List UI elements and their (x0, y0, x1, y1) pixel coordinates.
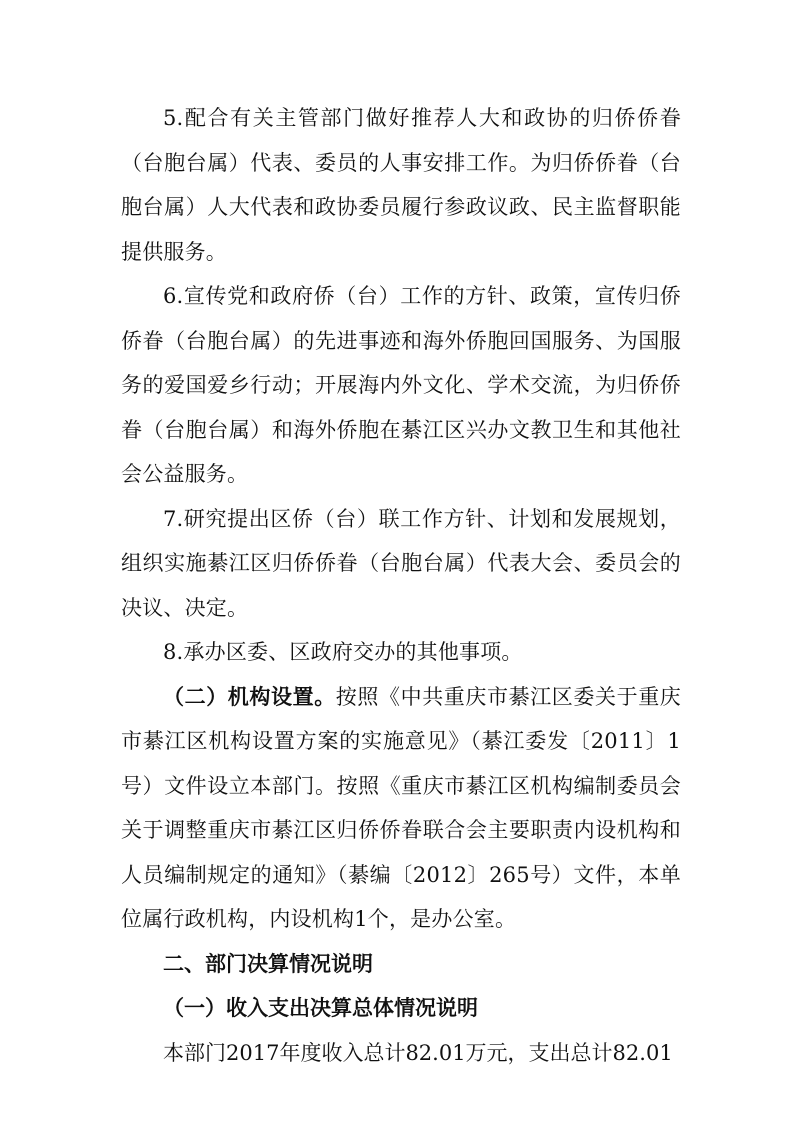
section-two-heading: 二、部门决算情况说明 (163, 951, 373, 976)
org-setup-text: 按照《中共重庆市綦江区委关于重庆市綦江区机构设置方案的实施意见》（綦江委发〔2011〕1号）文件设立本部门。按照《重庆市綦江区机构编制委员会关于调整重庆市綦江区归侨侨眷联合会主要职责内设机构和人员编制规定的通知》（綦编〔2012〕265号）文件，本单位属行政机构，内设机构1个，是办公室。 (121, 684, 681, 931)
duty-item-6: 6.宣传党和政府侨（台）工作的方针、政策，宣传归侨侨眷（台胞台属）的先进事迹和海外侨胞回国服务、为国服务的爱国爱乡行动；开展海内外文化、学术交流，为归侨侨眷（台胞台属）和海外侨胞在綦江区兴办文教卫生和其他社会公益服务。 (121, 284, 681, 486)
document-body (121, 96, 681, 1075)
income-expense-summary: 本部门2017年度收入总计82.01万元，支出总计82.01 (163, 1040, 673, 1065)
org-setup-heading: （二）机构设置。 (163, 684, 336, 709)
duty-item-5: 5.配合有关主管部门做好推荐人大和政协的归侨侨眷（台胞台属）代表、委员的人事安排工作。为归侨侨眷（台胞台属）人大代表和政协委员履行参政议政、民主监督职能提供服务。 (121, 106, 681, 264)
income-expense-heading: （一）收入支出决算总体情况说明 (163, 996, 478, 1020)
duty-item-8: 8.承办区委、区政府交办的其他事项。 (163, 640, 523, 664)
org-setup-paragraph (121, 675, 681, 942)
duty-item-7: 7.研究提出区侨（台）联工作方针、计划和发展规划，组织实施綦江区归侨侨眷（台胞台属）代表大会、委员会的决议、决定。 (121, 506, 681, 620)
